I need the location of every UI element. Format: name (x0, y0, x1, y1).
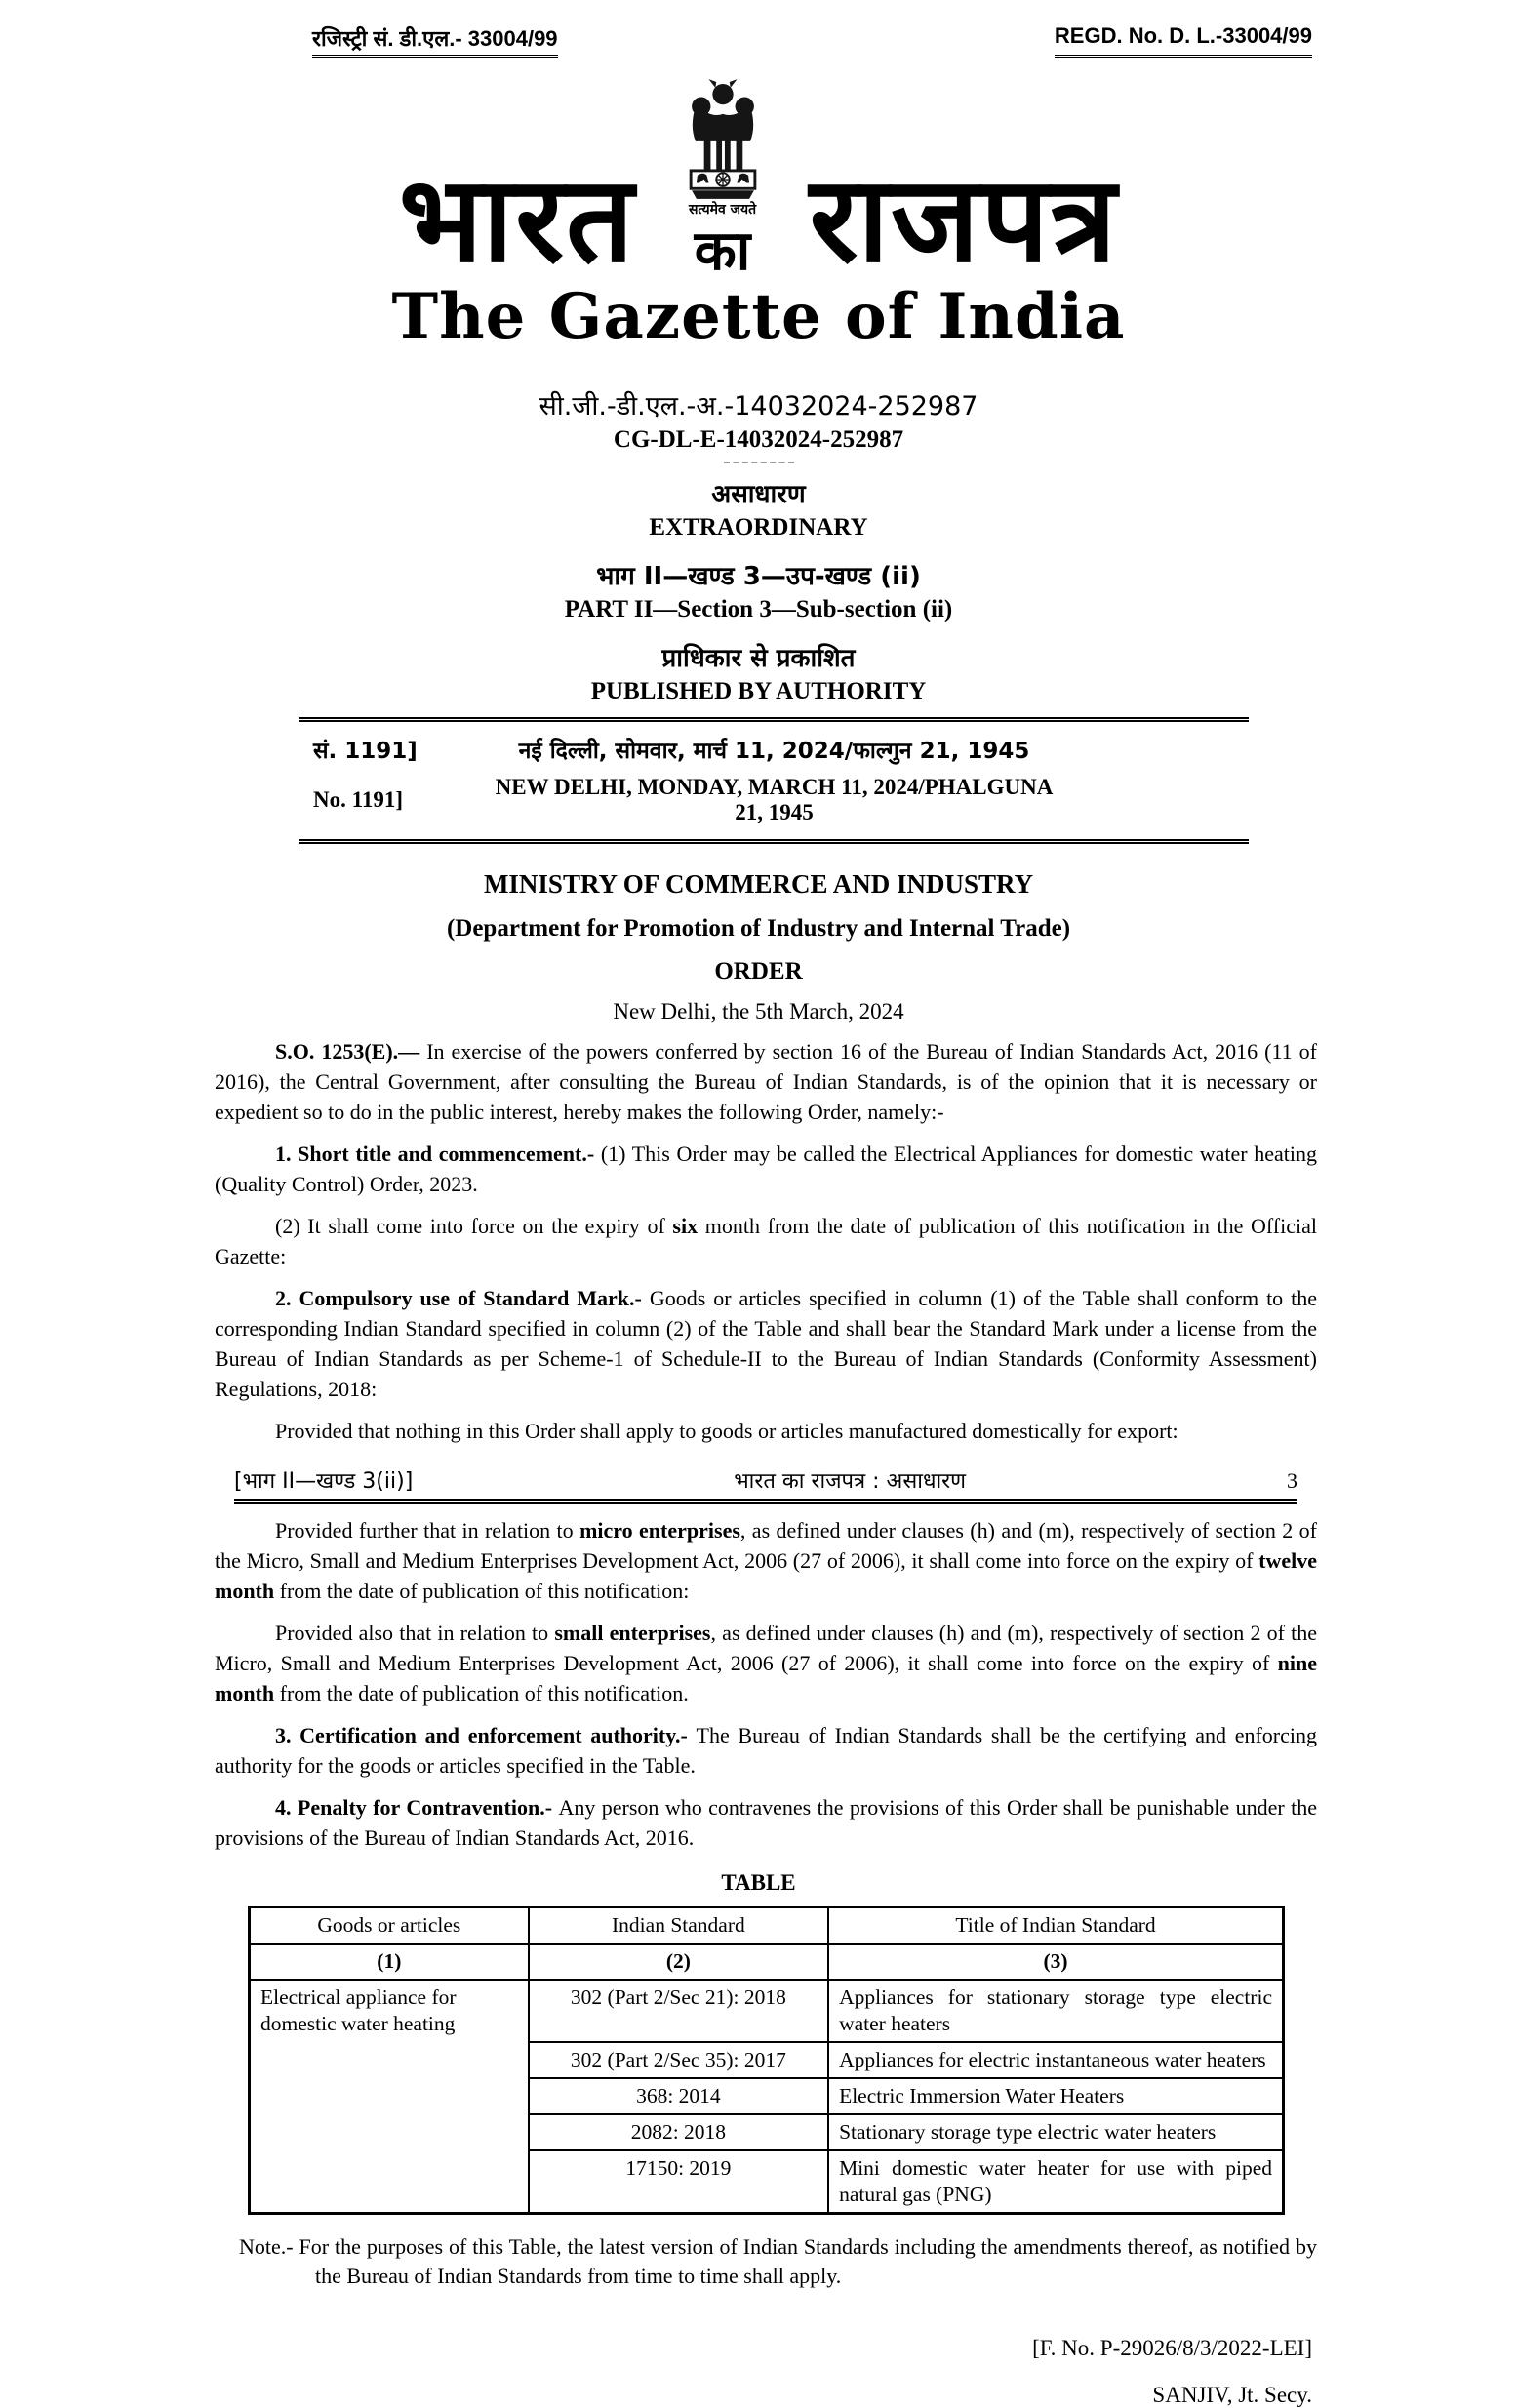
department-title: (Department for Promotion of Industry and Internal Trade) (446, 914, 1071, 942)
cell-standard: 2082: 2018 (529, 2114, 828, 2150)
colnum-3: (3) (828, 1944, 1283, 1980)
para-proviso-small: Provided also that in relation to small enterprises, as defined under clauses (h) and (m), respectively of section 2 of the Micro, Small and Medium Enterprises Development Act, 2006 (27 of 2006), it shall come into force on the expiry of nine month from the date of publication of this notification. (215, 1620, 1317, 1706)
table-title: TABLE (721, 1869, 796, 1895)
note-label: Note.- (239, 2233, 294, 2259)
colnum-2: (2) (529, 1944, 828, 1980)
gazette-page (0, 23, 1517, 2407)
para-commencement: (2) It shall come into force on the expiry of six month from the date of publication of this notification in the Official Gazette: (215, 1213, 1317, 1268)
col-header-standard: Indian Standard (529, 1906, 828, 1944)
masthead-word-rajpatra: राजपत्र (809, 150, 1119, 289)
separator-dash (724, 462, 794, 463)
note-text: For the purposes of this Table, the latest version of Indian Standards including the amendments thereof, as notified by the Bureau of Indian Standards from time to time shall apply. (293, 2233, 1317, 2288)
ministry-title: MINISTRY OF COMMERCE AND INDUSTRY (483, 868, 1034, 899)
cell-goods: Electrical appliance for domestic water heating (250, 1980, 529, 2214)
cell-standard-title: Electric Immersion Water Heaters (828, 2078, 1283, 2114)
registry-header-row (312, 23, 1312, 58)
table-colnum-row (250, 1944, 1284, 1980)
issue-number-hindi: सं. 1191] (313, 738, 418, 764)
masthead-word-bharat: भारत (398, 150, 636, 289)
cell-standard-title: Appliances for stationary storage type electric water heaters (828, 1980, 1283, 2042)
page3-page-number: 3 (1287, 1467, 1297, 1493)
masthead-emblem-block (650, 75, 796, 283)
table-header-row (250, 1906, 1284, 1944)
page3-header-center: भारत का राजपत्र : असाधारण (734, 1468, 967, 1494)
cg-number-hindi: सी.जी.-डी.एल.-अ.-14032024-252987 (539, 390, 978, 421)
cell-standard-title: Appliances for electric instantaneous water heaters (828, 2042, 1283, 2078)
page3-header-left: [भाग II—खण्ड 3(ii)] (234, 1468, 414, 1494)
order-body (215, 1036, 1317, 1446)
part-section-english: PART II—Section 3—Sub-section (ii) (564, 595, 953, 622)
para-proviso-export: Provided that nothing in this Order shall apply to goods or articles manufactured domestically for export: (275, 1418, 1178, 1443)
authority-english: PUBLISHED BY AUTHORITY (590, 677, 927, 704)
cell-standard-title: Stationary storage type electric water heaters (828, 2114, 1283, 2150)
cell-standard-title: Mini domestic water heater for use with piped natural gas (PNG) (828, 2150, 1283, 2214)
masthead-word-ka: का (694, 220, 751, 283)
cell-standard: 302 (Part 2/Sec 35): 2017 (529, 2042, 828, 2078)
page3-running-header (234, 1465, 1297, 1495)
issue-date-hindi: नई दिल्ली, सोमवार, मार्च 11, 2024/फाल्गुन 21, 1945 (518, 738, 1030, 764)
order-heading: ORDER (714, 957, 803, 984)
issue-date-english: NEW DELHI, MONDAY, MARCH 11, 2024/PHALGUNA 21, 1945 (495, 774, 1054, 824)
registry-number-hindi: रजिस्ट्री सं. डी.एल.- 33004/99 (312, 23, 558, 58)
extraordinary-english: EXTRAORDINARY (649, 513, 868, 541)
para-certification: 3. Certification and enforcement authority.- The Bureau of Indian Standards shall be the certifying and enforcing authority for the goods or articles specified in the Table. (215, 1722, 1317, 1778)
signatory: SANJIV, Jt. Secy. (1152, 2382, 1312, 2407)
page3-header-rule (234, 1499, 1297, 1504)
col-header-goods: Goods or articles (250, 1906, 529, 1944)
cg-number-english: CG-DL-E-14032024-252987 (613, 425, 904, 453)
cell-standard: 302 (Part 2/Sec 21): 2018 (529, 1980, 828, 2042)
extraordinary-hindi: असाधारण (711, 479, 806, 509)
authority-hindi: प्राधिकार से प्रकाशित (661, 643, 856, 673)
part-section-hindi: भाग II—खण्ड 3—उप-खण्ड (ii) (596, 561, 921, 591)
order-place-date: New Delhi, the 5th March, 2024 (613, 998, 904, 1023)
col-header-title: Title of Indian Standard (828, 1906, 1283, 1944)
emblem-motto: सत्यमेव जयते (688, 202, 757, 218)
issue-row-english (299, 775, 1249, 825)
cell-standard: 17150: 2019 (529, 2150, 828, 2214)
table-row (250, 1980, 1284, 2042)
national-emblem-icon (666, 75, 779, 204)
para-short-title: 1. Short title and commencement.- (1) This Order may be called the Electrical Appliances for domestic water heating (Quality Control) Order, 2023. (215, 1141, 1317, 1196)
standards-table (248, 1906, 1285, 2215)
gazette-title-english: The Gazette of India (391, 280, 1126, 353)
table-note (239, 2232, 1317, 2291)
para-proviso-micro: Provided further that in relation to micro enterprises, as defined under clauses (h) and (m), respectively of section 2 of the Micro, Small and Medium Enterprises Development Act, 2006 (27 of 2006), it shall come into force on the expiry of twelve month from the date of publication of this notification: (215, 1517, 1317, 1603)
order-body-page3 (215, 1515, 1317, 1853)
cell-standard: 368: 2014 (529, 2078, 828, 2114)
issue-number-english: No. 1191] (313, 786, 403, 812)
issue-row-hindi (299, 734, 1249, 765)
colnum-1: (1) (250, 1944, 529, 1980)
para-penalty: 4. Penalty for Contravention.- Any person who contravenes the provisions of this Order shall be punishable under the provisions of the Bureau of Indian Standards Act, 2016. (215, 1794, 1317, 1850)
para-standard-mark: 2. Compulsory use of Standard Mark.- Goods or articles specified in column (1) of the Table shall conform to the corresponding Indian Standard specified in column (2) of the Table and shall bear the Standard Mark under a license from the Bureau of Indian Standards as per Scheme-1 of Schedule-II to the Bureau of Indian Standards (Conformity Assessment) Regulations, 2018: (215, 1285, 1318, 1401)
masthead (0, 75, 1517, 289)
issue-box (299, 717, 1249, 844)
file-number: [F. No. P-29026/8/3/2022-LEI] (1032, 2335, 1312, 2360)
registry-number-english: REGD. No. D. L.-33004/99 (1055, 23, 1312, 58)
para-so-1253: S.O. 1253(E).— In exercise of the powers conferred by section 16 of the Bureau of Indian Standards Act, 2016 (11 of 2016), the Central Government, after consulting the Bureau of Indian Standards, is of the opinion that it is necessary or expedient so to do in the public interest, hereby makes the following Order, namely:- (215, 1038, 1317, 1124)
